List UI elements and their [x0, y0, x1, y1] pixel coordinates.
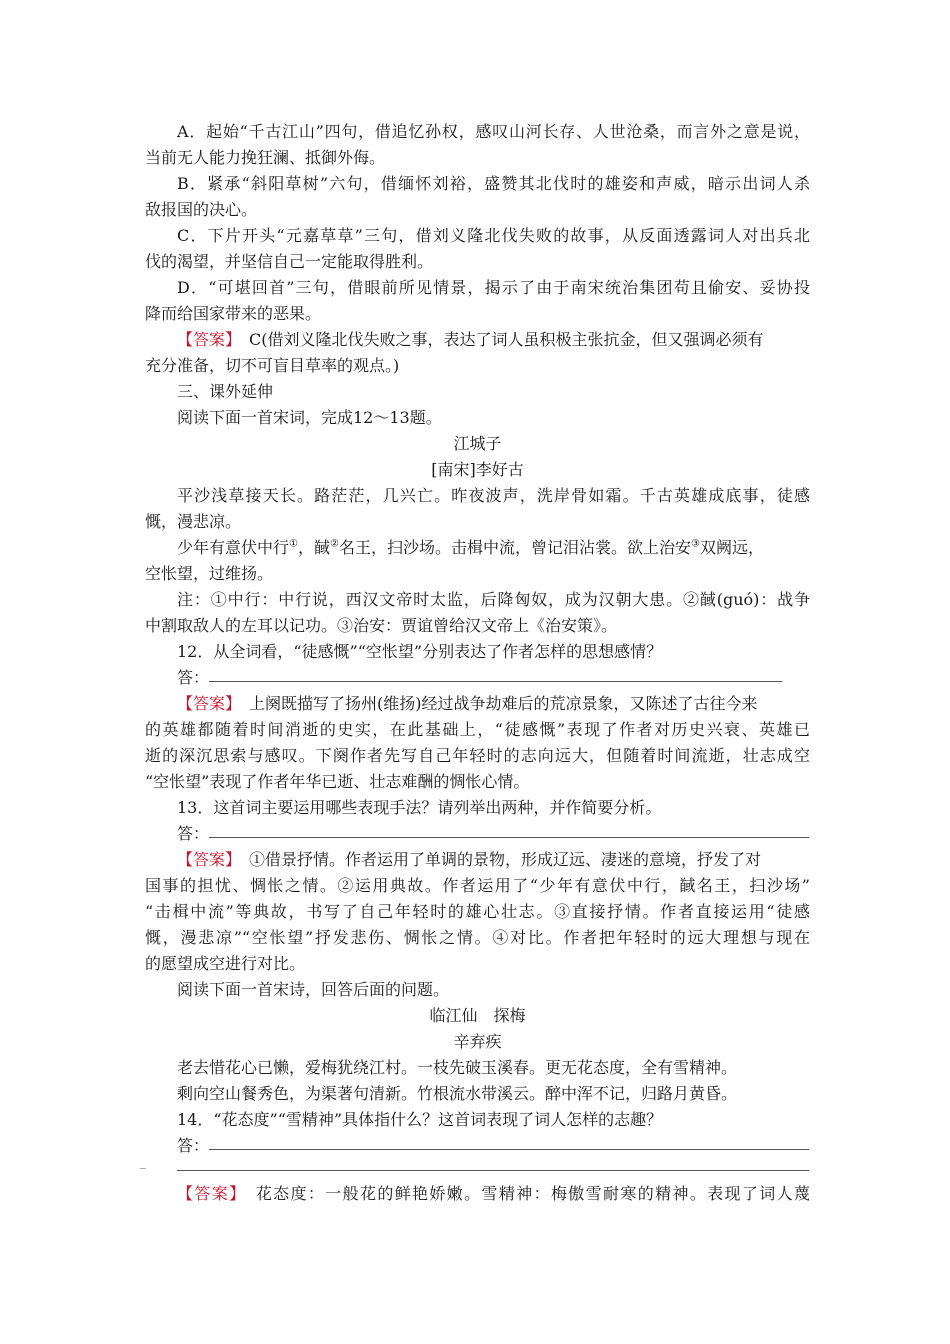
answer-13-line4: 慨，漫悲凉”“空怅望”抒发悲伤、惆怅之情。④对比。作者把年轻时的远大理想与现在 [145, 928, 810, 947]
poem2-line1: 老去惜花心已懒，爱梅犹绕江村。一枝先破玉溪春。更无花态度，全有雪精神。 [177, 1058, 738, 1077]
footnote-marker: ① [289, 538, 298, 550]
answer-12-line3: 逝的深沉思索与感叹。下阕作者先写自己年轻时的志向远大，但随着时间流逝，壮志成空 [145, 746, 810, 765]
instruction-2: 阅读下面一首宋诗，回答后面的问题。 [177, 980, 450, 999]
poem1-stanza1-line2: 慨，漫悲凉。 [145, 512, 242, 531]
answer-13-line5: 的愿望成空进行对比。 [145, 954, 306, 973]
option-a-line1: A．起始“千古江山”四句，借追忆孙权，感叹山河长存、人世沧桑，而言外之意是说， [177, 122, 810, 141]
poem2-author: 辛弃疾 [453, 1032, 502, 1051]
answer-11-text: C(借刘义隆北伐失败之事，表达了词人虽积极主张抗金，但又强调必须有 [233, 330, 764, 349]
answer-tag: 【答案】 [177, 1184, 239, 1203]
poem1-note-line1: 注：①中行：中行说，西汉文帝时太监，后降匈奴，成为汉朝大患。②馘(guó)：战争 [177, 590, 810, 609]
poem1-stanza2-line2: 空怅望，过维扬。 [145, 564, 274, 583]
question-12: 12．从全词看，“徒感慨”“空怅望”分别表达了作者怎样的思想感情？ [177, 642, 663, 661]
answer-12-prompt: 答： [177, 668, 210, 687]
poem1-title: 江城子 [453, 434, 502, 453]
answer-13-line2: 国事的担忧、惆怅之情。②运用典故。作者运用了“少年有意伏中行，馘名王，扫沙场” [145, 876, 810, 895]
poem1-stanza2-line1 [177, 535, 810, 561]
section-heading: 三、课外延伸 [177, 382, 274, 401]
option-b-line1: B．紧承“斜阳草树”六句，借缅怀刘裕，盛赞其北伐时的雄姿和声威，暗示出词人杀 [177, 174, 810, 193]
poem2-title: 临江仙 探梅 [429, 1006, 526, 1025]
answer-13-line3: “击楫中流”等典故，书写了自己年轻时的雄心壮志。③直接抒情。作者直接运用“徒感 [145, 902, 810, 921]
answer-14-blank-line-1[interactable] [209, 1149, 809, 1150]
answer-13-blank-line[interactable] [209, 837, 809, 838]
answer-tag: 【答案】 [177, 694, 234, 713]
poem1-text-part: ，馘 [297, 538, 330, 557]
answer-13-text: ①借景抒情。作者运用了单调的景物，形成辽远、凄迷的意境，抒发了对 [233, 850, 762, 869]
poem1-author: [南宋]李好古 [431, 460, 524, 479]
answer-12-text: 上阕既描写了扬州(维扬)经过战争劫难后的荒凉景象，又陈述了古往今来 [233, 694, 758, 713]
footnote-marker: ② [330, 538, 339, 550]
footnote-marker: ③ [690, 538, 700, 550]
answer-14-prompt: 答： [177, 1136, 210, 1155]
poem1-note-line2: 中割取敌人的左耳以记功。③治安：贾谊曾给汉文帝上《治安策》。 [145, 616, 618, 635]
instruction-1: 阅读下面一首宋词，完成12～13题。 [177, 408, 442, 427]
poem1-text-part: 少年有意伏中行 [177, 538, 290, 557]
question-13: 13．这首词主要运用哪些表现手法？请列举出两种，并作简要分析。 [177, 798, 662, 817]
question-14: 14．“花态度”“雪精神”具体指什么？这首词表现了词人怎样的志趣？ [177, 1110, 663, 1129]
answer-14-line1 [177, 1181, 810, 1207]
answer-tag: 【答案】 [177, 330, 234, 349]
option-d-line2: 降而给国家带来的恶果。 [145, 304, 322, 323]
answer-14-blank-line-2[interactable] [177, 1170, 809, 1171]
option-c-line2: 伐的渴望，并坚信自己一定能取得胜利。 [145, 252, 434, 271]
stray-mark: _ [140, 1155, 146, 1169]
option-c-line1: C．下片开头“元嘉草草”三句，借刘义隆北伐失败的故事，从反面透露词人对出兵北 [177, 226, 810, 245]
option-d-line1: D．“可堪回首”三句，借眼前所见情景，揭示了由于南宋统治集团苟且偷安、妥协投 [177, 278, 810, 297]
answer-11-line1 [177, 327, 810, 353]
answer-14-text: 花态度：一般花的鲜艳娇嫩。雪精神：梅傲雪耐寒的精神。表现了词人蔑 [238, 1184, 810, 1203]
answer-12-blank-line[interactable] [209, 681, 782, 682]
answer-12-line1 [177, 691, 810, 717]
poem1-stanza1-line1: 平沙浅草接天长。路茫茫，几兴亡。昨夜波声，洗岸骨如霜。千古英雄成底事，徒感 [177, 486, 810, 505]
option-b-line2: 敌报国的决心。 [145, 200, 258, 219]
poem1-text-part: 名王，扫沙场。击楫中流，曾记泪沾裳。欲上治安 [338, 538, 691, 557]
poem2-line2: 剩向空山餐秀色，为渠著句清新。竹根流水带溪云。醉中浑不记，归路月黄昏。 [177, 1084, 738, 1103]
answer-11-line2: 充分准备，切不可盲目草率的观点。) [145, 356, 400, 375]
answer-12-line2: 的英雄都随着时间消逝的史实，在此基础上，“徒感慨”表现了作者对历史兴衰、英雄已 [145, 720, 810, 739]
answer-12-line4: “空怅望”表现了作者年华已逝、壮志难酬的惆怅心情。 [145, 772, 530, 791]
option-a-line2: 当前无人能力挽狂澜、抵御外侮。 [145, 148, 386, 167]
poem1-text-part: 双阙远， [699, 538, 764, 557]
answer-13-line1 [177, 847, 810, 873]
answer-tag: 【答案】 [177, 850, 234, 869]
answer-13-prompt: 答： [177, 824, 210, 843]
